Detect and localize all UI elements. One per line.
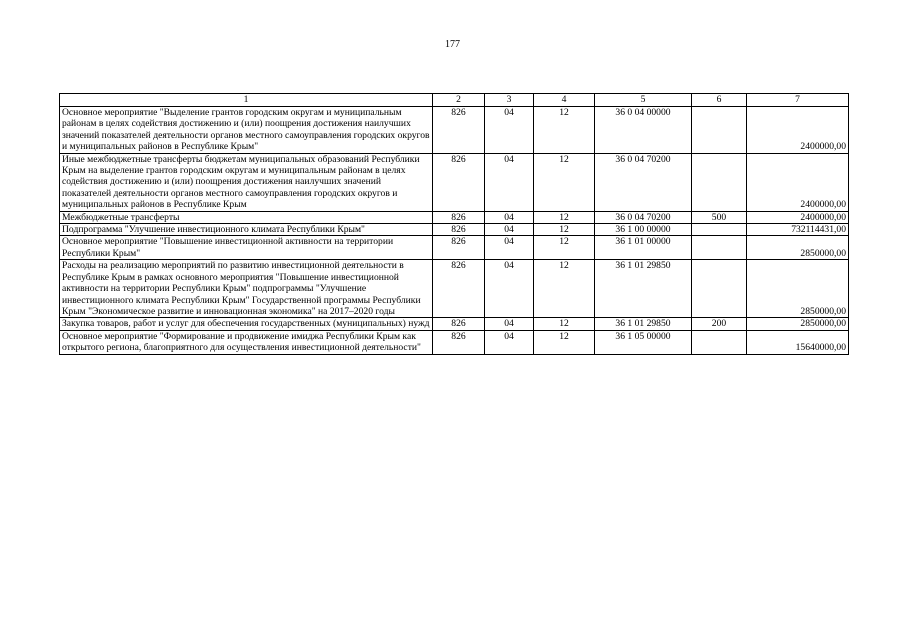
row-subsection-code: 12 — [534, 224, 595, 236]
table-row — [60, 153, 849, 211]
table-row — [60, 236, 849, 260]
row-subsection-code: 12 — [534, 211, 595, 223]
row-target-code: 36 1 01 29850 — [595, 260, 692, 318]
row-name: Расходы на реализацию мероприятий по развитию инвестиционной деятельности в Республике Крым в рамках основного мероприятия "Повышение инвестиционной активности на территории Республики Крым" подпрограммы "Улучшение инвестиционного климата Республики Крым" Государственной программы Республики Крым "Экономическое развитие и инновационная экономика" на 2017–2020 годы — [60, 260, 433, 318]
row-target-code: 36 1 01 29850 — [595, 318, 692, 330]
column-header: 5 — [595, 94, 692, 107]
row-amount: 2850000,00 — [747, 236, 849, 260]
row-expense-type — [692, 153, 747, 211]
row-ministry-code: 826 — [433, 153, 485, 211]
row-ministry-code: 826 — [433, 318, 485, 330]
row-expense-type — [692, 107, 747, 154]
row-amount: 2400000,00 — [747, 153, 849, 211]
row-ministry-code: 826 — [433, 107, 485, 154]
row-subsection-code: 12 — [534, 107, 595, 154]
row-amount: 732114431,00 — [747, 224, 849, 236]
row-amount: 15640000,00 — [747, 330, 849, 354]
row-target-code: 36 1 05 00000 — [595, 330, 692, 354]
table-header-row — [60, 94, 849, 107]
column-header: 3 — [485, 94, 534, 107]
table-row — [60, 107, 849, 154]
column-header: 7 — [747, 94, 849, 107]
row-section-code: 04 — [485, 236, 534, 260]
row-ministry-code: 826 — [433, 224, 485, 236]
table-row — [60, 211, 849, 223]
row-section-code: 04 — [485, 330, 534, 354]
row-subsection-code: 12 — [534, 153, 595, 211]
row-target-code: 36 0 04 70200 — [595, 211, 692, 223]
row-ministry-code: 826 — [433, 260, 485, 318]
row-name: Межбюджетные трансферты — [60, 211, 433, 223]
row-section-code: 04 — [485, 153, 534, 211]
row-target-code: 36 0 04 70200 — [595, 153, 692, 211]
row-ministry-code: 826 — [433, 330, 485, 354]
row-amount: 2850000,00 — [747, 318, 849, 330]
row-expense-type: 200 — [692, 318, 747, 330]
row-expense-type — [692, 224, 747, 236]
column-header: 4 — [534, 94, 595, 107]
row-target-code: 36 1 01 00000 — [595, 236, 692, 260]
row-ministry-code: 826 — [433, 211, 485, 223]
row-subsection-code: 12 — [534, 236, 595, 260]
row-expense-type: 500 — [692, 211, 747, 223]
row-name: Основное мероприятие "Выделение грантов городским округам и муниципальным районам в целях содействия достижению и (или) поощрения достижения наилучших значений показателей деятельности органов местного самоуправления городских округов и муниципальных районов в Республике Крым" — [60, 107, 433, 154]
row-name: Основное мероприятие "Повышение инвестиционной активности на территории Республики Крым" — [60, 236, 433, 260]
row-subsection-code: 12 — [534, 260, 595, 318]
row-expense-type — [692, 330, 747, 354]
row-subsection-code: 12 — [534, 318, 595, 330]
row-target-code: 36 1 00 00000 — [595, 224, 692, 236]
table-row — [60, 260, 849, 318]
row-expense-type — [692, 236, 747, 260]
row-amount: 2400000,00 — [747, 211, 849, 223]
row-section-code: 04 — [485, 224, 534, 236]
row-subsection-code: 12 — [534, 330, 595, 354]
column-header: 6 — [692, 94, 747, 107]
row-section-code: 04 — [485, 260, 534, 318]
row-section-code: 04 — [485, 318, 534, 330]
row-name: Подпрограмма "Улучшение инвестиционного климата Республики Крым" — [60, 224, 433, 236]
row-section-code: 04 — [485, 211, 534, 223]
row-target-code: 36 0 04 00000 — [595, 107, 692, 154]
row-section-code: 04 — [485, 107, 534, 154]
row-name: Основное мероприятие "Формирование и продвижение имиджа Республики Крым как открытого региона, благоприятного для осуществления инвестиционной деятельности" — [60, 330, 433, 354]
row-amount: 2850000,00 — [747, 260, 849, 318]
row-expense-type — [692, 260, 747, 318]
row-amount: 2400000,00 — [747, 107, 849, 154]
page-number: 177 — [445, 39, 460, 50]
table-row — [60, 224, 849, 236]
table-row — [60, 318, 849, 330]
budget-table — [59, 93, 849, 355]
table-row — [60, 330, 849, 354]
row-name: Закупка товаров, работ и услуг для обеспечения государственных (муниципальных) нужд — [60, 318, 433, 330]
column-header: 2 — [433, 94, 485, 107]
column-header: 1 — [60, 94, 433, 107]
row-ministry-code: 826 — [433, 236, 485, 260]
row-name: Иные межбюджетные трансферты бюджетам муниципальных образований Республики Крым на выделение грантов городским округам и муниципальным районам в целях содействия достижению и (или) поощрения достижения наилучших значений показателей деятельности органов местного самоуправления городских округов и муниципальных районов в Республике Крым — [60, 153, 433, 211]
